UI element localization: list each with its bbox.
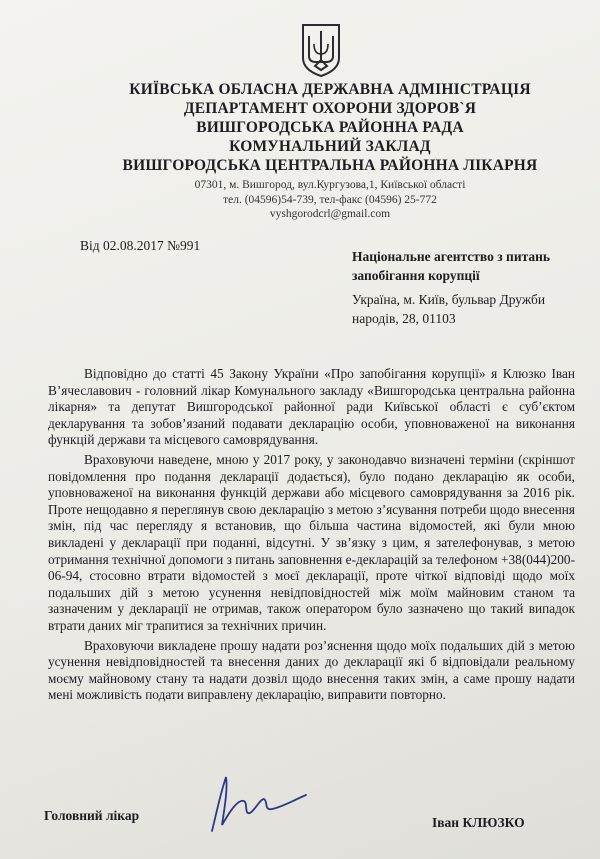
- header-line-region-administration: КИЇВСЬКА ОБЛАСНА ДЕРЖАВНА АДМІНІСТРАЦІЯ: [129, 81, 531, 98]
- handwritten-signature: [198, 765, 318, 835]
- header-address: 07301, м. Вишгород, вул.Кургузова,1, Київської області: [194, 179, 466, 191]
- signatory-position: Головний лікар: [44, 808, 140, 823]
- signatory-name: Іван КЛЮЗКО: [432, 815, 525, 830]
- trident-coat-of-arms-icon: [300, 22, 342, 78]
- header-email: vyshgorodcrl@gmail.com: [269, 208, 391, 220]
- outgoing-date-number: Від 02.08.2017 №991: [80, 238, 201, 253]
- recipient-block: [352, 248, 562, 328]
- recipient-address: Україна, м. Київ, бульвар Дружби народів, 28, 01103: [352, 292, 546, 326]
- header-line-communal-institution: КОМУНАЛЬНИЙ ЗАКЛАД: [229, 138, 431, 155]
- header-line-health-department: ДЕПАРТАМЕНТ ОХОРОНИ ЗДОРОВ`Я: [183, 100, 477, 117]
- recipient-name: Національне агентство з питань запобігання корупції: [352, 249, 551, 283]
- header-line-district-council: ВИШГОРОДСЬКА РАЙОННА РАДА: [196, 119, 464, 136]
- body-paragraph-1: Відповідно до статті 45 Закону України «Про запобігання корупції» я Клюзко Іван В’ячеславович - головний лікар Комунального закладу «Вишгородська центральна районна лікарня» та депутат Вишгородської районної ради Київської області є суб’єктом декларування та зобов’язаний подавати декларацію особи, уповноваженої на виконання функцій держави та місцевого самоврядування.: [48, 366, 575, 448]
- header-line-hospital-name: ВИШГОРОДСЬКА ЦЕНТРАЛЬНА РАЙОННА ЛІКАРНЯ: [122, 157, 538, 174]
- body-paragraph-3: Враховуючи викладене прошу надати роз’яснення щодо моїх подальших дій з метою усунення невідповідностей та внесення даних до декларації які б відповідали реальному моєму майновому стану та надати дозвіл щодо внесення таких змін, а саме прошу надати мені можливість подати виправлену декларацію, виправити повторно.: [48, 637, 575, 703]
- body-paragraph-2: Враховуючи наведене, мною у 2017 року, у законодавчо визначені терміни (скріншот повідомлення про подання декларації додається), було подано декларацію як особи, уповноваженої на виконання функцій держави або місцевого самоврядування за 2016 рік. Проте нещодавно я переглянув свою декларацію з метою з’ясування потреби щодо внесення змін, під час перегляду я встановив, що більша частина відомостей, які були мною викладені у декларації при поданні, відсутні. У зв’язку з цим, я зателефонував, з метою отримання технічної допомоги з питань заповнення е-декларацій за телефоном +38(044)200-06-94, стосовно втрати відомостей з моєї декларації, проте чіткої відповіді щодо моїх подальших дій з метою усунення невідповідностей між моїм майновим станом та зазначеним у декларації не отримав, також оператором було зазначено що такий випадок втрати даних міг трапитися за технічних причин.: [48, 451, 575, 633]
- header-phone: тел. (04596)54-739, тел-факс (04596) 25-772: [223, 194, 437, 206]
- letter-body: [48, 366, 575, 707]
